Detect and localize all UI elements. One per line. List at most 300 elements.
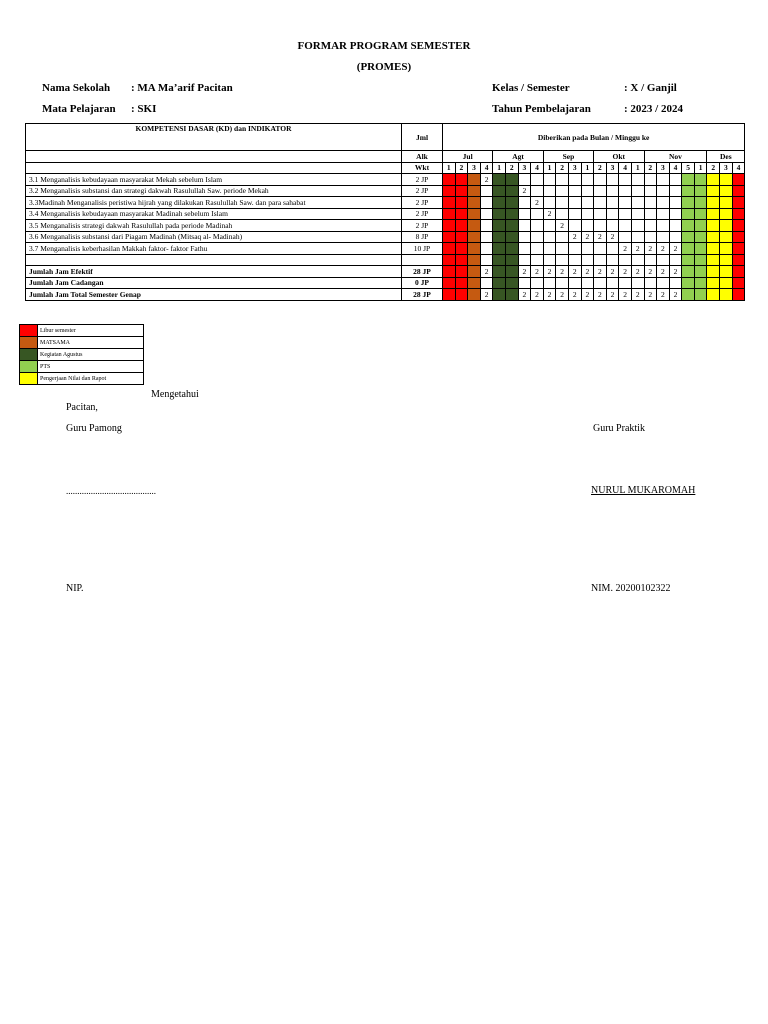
left-name-line: ........................................ xyxy=(66,486,156,496)
week-cell: 2 xyxy=(543,266,556,278)
week-number: 4 xyxy=(669,162,682,174)
week-number: 5 xyxy=(682,162,695,174)
alk-cell: 2 JP xyxy=(402,174,443,186)
week-cell: 2 xyxy=(556,266,569,278)
week-cell xyxy=(468,208,481,220)
week-cell xyxy=(480,197,493,209)
alk-cell: 0 JP xyxy=(402,277,443,289)
table-row xyxy=(26,231,745,243)
week-cell xyxy=(480,220,493,232)
week-cell xyxy=(531,254,544,266)
week-cell xyxy=(707,277,720,289)
week-cell xyxy=(480,254,493,266)
week-cell: 2 xyxy=(568,266,581,278)
left-role: Guru Pamong xyxy=(66,423,122,434)
week-cell xyxy=(720,197,733,209)
legend-label: PTS xyxy=(38,361,144,373)
legend-item xyxy=(20,373,144,385)
week-cell xyxy=(732,254,745,266)
week-cell xyxy=(657,174,670,186)
week-cell: 2 xyxy=(568,231,581,243)
week-cell xyxy=(694,197,707,209)
week-cell xyxy=(518,197,531,209)
week-cell xyxy=(505,185,518,197)
year-value: : 2023 / 2024 xyxy=(624,103,683,115)
week-cell xyxy=(443,289,456,301)
week-cell xyxy=(455,208,468,220)
month-header: Des xyxy=(707,151,745,163)
week-cell xyxy=(443,174,456,186)
week-cell xyxy=(568,243,581,255)
alk-cell: 2 JP xyxy=(402,220,443,232)
week-cell xyxy=(505,208,518,220)
week-cell xyxy=(644,197,657,209)
week-cell xyxy=(493,254,506,266)
week-cell xyxy=(732,243,745,255)
week-cell xyxy=(732,289,745,301)
week-cell xyxy=(682,254,695,266)
week-cell: 2 xyxy=(480,174,493,186)
week-cell xyxy=(518,174,531,186)
week-cell xyxy=(505,277,518,289)
week-cell: 2 xyxy=(518,185,531,197)
week-cell xyxy=(443,197,456,209)
week-cell xyxy=(505,197,518,209)
week-cell xyxy=(707,266,720,278)
week-cell xyxy=(493,289,506,301)
week-number: 3 xyxy=(568,162,581,174)
week-cell xyxy=(493,174,506,186)
week-cell xyxy=(669,185,682,197)
empty-cell xyxy=(26,162,402,174)
week-cell xyxy=(543,185,556,197)
table-row xyxy=(26,208,745,220)
week-cell xyxy=(568,220,581,232)
week-cell xyxy=(631,254,644,266)
week-cell: 2 xyxy=(556,289,569,301)
jml-header: Jml xyxy=(402,124,443,151)
week-cell xyxy=(568,174,581,186)
kd-cell: 3.7 Menganalisis keberhasilan Makkah faktor- faktor Fathu xyxy=(26,243,402,255)
class-label: Kelas / Semester xyxy=(492,82,570,94)
week-cell xyxy=(619,197,632,209)
week-cell xyxy=(493,231,506,243)
week-cell xyxy=(581,254,594,266)
week-cell: 2 xyxy=(594,266,607,278)
week-cell xyxy=(543,220,556,232)
week-cell xyxy=(682,174,695,186)
week-cell: 2 xyxy=(669,266,682,278)
week-cell xyxy=(644,208,657,220)
right-id: NIM. 20200102322 xyxy=(591,583,671,594)
week-cell: 2 xyxy=(531,197,544,209)
week-cell: 2 xyxy=(543,289,556,301)
week-number: 1 xyxy=(543,162,556,174)
week-cell xyxy=(480,185,493,197)
week-cell xyxy=(468,243,481,255)
week-cell xyxy=(732,197,745,209)
week-cell xyxy=(493,243,506,255)
right-role: Guru Praktik xyxy=(593,423,645,434)
week-cell xyxy=(707,185,720,197)
week-cell xyxy=(606,243,619,255)
week-number: 1 xyxy=(581,162,594,174)
promes-table xyxy=(25,123,745,301)
week-cell xyxy=(594,174,607,186)
week-cell xyxy=(581,243,594,255)
week-number: 1 xyxy=(443,162,456,174)
week-cell xyxy=(657,185,670,197)
week-cell xyxy=(556,254,569,266)
week-cell xyxy=(732,220,745,232)
week-cell: 2 xyxy=(568,289,581,301)
week-cell xyxy=(694,231,707,243)
legend-label: Libur semester xyxy=(38,325,144,337)
week-cell xyxy=(694,277,707,289)
week-cell xyxy=(455,277,468,289)
week-cell xyxy=(707,197,720,209)
week-cell xyxy=(720,231,733,243)
week-cell xyxy=(468,266,481,278)
week-cell xyxy=(606,220,619,232)
week-cell xyxy=(720,208,733,220)
week-cell xyxy=(707,208,720,220)
legend-label: Pengerjaan Nilai dan Rapot xyxy=(38,373,144,385)
week-cell xyxy=(720,277,733,289)
kd-cell: 3.2 Menganalisis substansi dan strategi dakwah Rasulullah Saw. periode Mekah xyxy=(26,185,402,197)
week-cell xyxy=(720,243,733,255)
week-cell xyxy=(707,243,720,255)
week-cell: 2 xyxy=(619,289,632,301)
week-cell xyxy=(707,220,720,232)
week-cell xyxy=(455,174,468,186)
empty-cell xyxy=(26,151,402,163)
week-cell xyxy=(543,277,556,289)
week-cell xyxy=(455,231,468,243)
week-cell xyxy=(669,220,682,232)
week-cell xyxy=(518,243,531,255)
week-cell: 2 xyxy=(531,266,544,278)
week-cell xyxy=(443,266,456,278)
week-cell xyxy=(468,220,481,232)
week-cell xyxy=(694,254,707,266)
week-cell: 2 xyxy=(518,289,531,301)
week-cell xyxy=(619,208,632,220)
week-cell: 2 xyxy=(631,266,644,278)
week-cell xyxy=(694,185,707,197)
subject-value: : SKI xyxy=(131,103,157,115)
week-cell xyxy=(682,208,695,220)
week-cell xyxy=(644,277,657,289)
legend-label: Kegiatan Agustus xyxy=(38,349,144,361)
week-cell xyxy=(543,231,556,243)
week-number: 1 xyxy=(631,162,644,174)
alk-cell: 28 JP xyxy=(402,289,443,301)
week-cell xyxy=(505,254,518,266)
week-cell xyxy=(493,266,506,278)
week-cell xyxy=(468,197,481,209)
week-cell xyxy=(493,220,506,232)
week-cell xyxy=(443,220,456,232)
week-cell xyxy=(682,289,695,301)
table-row xyxy=(26,220,745,232)
week-cell xyxy=(455,185,468,197)
week-cell xyxy=(543,197,556,209)
legend-swatch xyxy=(20,349,38,361)
week-cell xyxy=(657,254,670,266)
week-cell xyxy=(682,220,695,232)
week-cell xyxy=(455,254,468,266)
week-cell xyxy=(732,185,745,197)
week-number: 4 xyxy=(480,162,493,174)
week-cell: 2 xyxy=(581,266,594,278)
legend-swatch xyxy=(20,337,38,349)
week-cell xyxy=(631,231,644,243)
class-value: : X / Ganjil xyxy=(624,82,677,94)
week-cell xyxy=(657,277,670,289)
week-cell xyxy=(631,208,644,220)
week-number: 2 xyxy=(644,162,657,174)
week-cell: 2 xyxy=(657,266,670,278)
kd-cell: 3.6 Menganalisis substansi dari Piagam Madinah (Mitsaq al- Madinah) xyxy=(26,231,402,243)
week-cell xyxy=(443,254,456,266)
months-header: Diberikan pada Bulan / Minggu ke xyxy=(443,124,745,151)
week-cell xyxy=(518,220,531,232)
week-cell xyxy=(518,277,531,289)
table-row xyxy=(26,243,745,255)
alk-cell: 28 JP xyxy=(402,266,443,278)
week-number: 2 xyxy=(556,162,569,174)
week-number: 1 xyxy=(694,162,707,174)
week-cell xyxy=(480,277,493,289)
week-cell xyxy=(669,208,682,220)
week-cell xyxy=(732,231,745,243)
week-cell: 2 xyxy=(581,231,594,243)
week-cell xyxy=(619,174,632,186)
week-cell xyxy=(556,277,569,289)
kd-cell: 3.5 Menganalisis strategi dakwah Rasulullah pada periode Madinah xyxy=(26,220,402,232)
school-value: : MA Ma’arif Pacitan xyxy=(131,82,233,94)
week-cell xyxy=(669,197,682,209)
week-cell xyxy=(568,254,581,266)
subject-label: Mata Pelajaran xyxy=(42,103,116,115)
week-cell xyxy=(606,185,619,197)
week-number: 3 xyxy=(468,162,481,174)
legend-item xyxy=(20,337,144,349)
week-cell xyxy=(644,220,657,232)
month-header: Agt xyxy=(493,151,543,163)
month-header: Jul xyxy=(443,151,493,163)
week-cell xyxy=(581,185,594,197)
week-cell xyxy=(682,231,695,243)
week-cell xyxy=(581,197,594,209)
week-cell xyxy=(644,231,657,243)
week-cell xyxy=(493,208,506,220)
week-cell xyxy=(720,289,733,301)
header-row xyxy=(26,124,745,151)
week-cell xyxy=(455,266,468,278)
week-number: 2 xyxy=(707,162,720,174)
week-cell xyxy=(480,231,493,243)
week-cell xyxy=(468,289,481,301)
week-cell xyxy=(531,220,544,232)
week-number: 3 xyxy=(720,162,733,174)
week-cell xyxy=(669,254,682,266)
week-cell xyxy=(505,266,518,278)
week-cell xyxy=(581,174,594,186)
week-cell xyxy=(644,174,657,186)
week-cell xyxy=(631,185,644,197)
week-number: 2 xyxy=(455,162,468,174)
legend-item xyxy=(20,361,144,373)
week-number: 4 xyxy=(531,162,544,174)
week-cell xyxy=(568,197,581,209)
week-cell: 2 xyxy=(669,289,682,301)
week-cell xyxy=(568,277,581,289)
week-cell xyxy=(543,243,556,255)
week-cell xyxy=(669,174,682,186)
week-cell xyxy=(619,220,632,232)
week-cell: 2 xyxy=(581,289,594,301)
week-cell xyxy=(518,231,531,243)
week-cell xyxy=(568,208,581,220)
week-cell xyxy=(443,185,456,197)
week-number: 4 xyxy=(732,162,745,174)
week-cell xyxy=(531,174,544,186)
week-cell xyxy=(468,254,481,266)
week-cell xyxy=(543,174,556,186)
week-cell xyxy=(443,277,456,289)
document-title: FORMAR PROGRAM SEMESTER xyxy=(297,40,471,52)
week-cell xyxy=(707,254,720,266)
week-cell: 2 xyxy=(606,231,619,243)
week-cell xyxy=(619,185,632,197)
week-cell xyxy=(443,243,456,255)
alk-cell: 8 JP xyxy=(402,231,443,243)
week-cell xyxy=(493,277,506,289)
week-number: 4 xyxy=(619,162,632,174)
week-cell xyxy=(518,254,531,266)
week-cell xyxy=(606,174,619,186)
table-row xyxy=(26,254,745,266)
week-cell xyxy=(732,266,745,278)
week-cell xyxy=(732,277,745,289)
school-label: Nama Sekolah xyxy=(42,82,111,94)
alk-cell: 2 JP xyxy=(402,208,443,220)
week-cell xyxy=(657,197,670,209)
week-cell: 2 xyxy=(480,266,493,278)
week-cell xyxy=(657,220,670,232)
table-row xyxy=(26,289,745,301)
week-cell xyxy=(631,277,644,289)
week-cell xyxy=(556,231,569,243)
week-cell xyxy=(694,266,707,278)
week-number: 3 xyxy=(606,162,619,174)
week-cell: 2 xyxy=(619,243,632,255)
week-cell xyxy=(720,185,733,197)
known-text: Mengetahui xyxy=(151,389,199,400)
week-cell: 2 xyxy=(657,243,670,255)
week-cell xyxy=(556,185,569,197)
week-cell: 2 xyxy=(556,220,569,232)
alk-cell xyxy=(402,254,443,266)
kd-cell xyxy=(26,254,402,266)
legend-swatch xyxy=(20,361,38,373)
week-cell xyxy=(720,254,733,266)
week-cell xyxy=(694,289,707,301)
document-subtitle: (PROMES) xyxy=(356,61,412,73)
month-header: Okt xyxy=(594,151,644,163)
week-cell xyxy=(594,197,607,209)
alk-cell: 10 JP xyxy=(402,243,443,255)
left-id: NIP. xyxy=(66,583,84,594)
week-cell xyxy=(455,197,468,209)
week-number: 3 xyxy=(657,162,670,174)
week-cell xyxy=(682,266,695,278)
month-header: Sep xyxy=(543,151,593,163)
week-cell xyxy=(468,231,481,243)
table-row xyxy=(26,185,745,197)
week-cell xyxy=(594,220,607,232)
week-cell xyxy=(493,185,506,197)
week-cell xyxy=(694,243,707,255)
week-cell xyxy=(443,208,456,220)
week-cell xyxy=(556,197,569,209)
kd-cell: 3.1 Menganalisis kebudayaan masyarakat Mekah sebelum Islam xyxy=(26,174,402,186)
place-text: Pacitan, xyxy=(66,402,98,413)
week-number: 2 xyxy=(505,162,518,174)
week-cell xyxy=(493,197,506,209)
week-cell: 2 xyxy=(657,289,670,301)
week-number: 1 xyxy=(493,162,506,174)
week-cell xyxy=(631,197,644,209)
week-cell: 2 xyxy=(644,266,657,278)
week-cell xyxy=(720,220,733,232)
week-cell xyxy=(732,174,745,186)
kd-cell: Jumlah Jam Cadangan xyxy=(26,277,402,289)
week-cell xyxy=(455,220,468,232)
week-cell xyxy=(480,243,493,255)
week-cell xyxy=(594,208,607,220)
month-row xyxy=(26,151,745,163)
week-cell xyxy=(669,277,682,289)
week-cell xyxy=(720,174,733,186)
week-cell xyxy=(594,277,607,289)
week-cell xyxy=(505,174,518,186)
week-cell: 2 xyxy=(631,243,644,255)
table-row xyxy=(26,197,745,209)
week-cell xyxy=(606,254,619,266)
week-cell xyxy=(619,277,632,289)
week-cell xyxy=(468,277,481,289)
week-cell xyxy=(594,243,607,255)
week-cell xyxy=(682,243,695,255)
week-cell xyxy=(455,243,468,255)
week-cell: 2 xyxy=(644,243,657,255)
week-cell xyxy=(682,197,695,209)
week-cell xyxy=(468,185,481,197)
alk-cell: 2 JP xyxy=(402,197,443,209)
week-cell xyxy=(455,289,468,301)
legend-swatch xyxy=(20,373,38,385)
week-cell xyxy=(631,174,644,186)
week-cell xyxy=(556,208,569,220)
week-cell xyxy=(505,243,518,255)
week-number: 3 xyxy=(518,162,531,174)
kd-cell: Jumlah Jam Efektif xyxy=(26,266,402,278)
week-cell: 2 xyxy=(480,289,493,301)
week-cell xyxy=(619,231,632,243)
